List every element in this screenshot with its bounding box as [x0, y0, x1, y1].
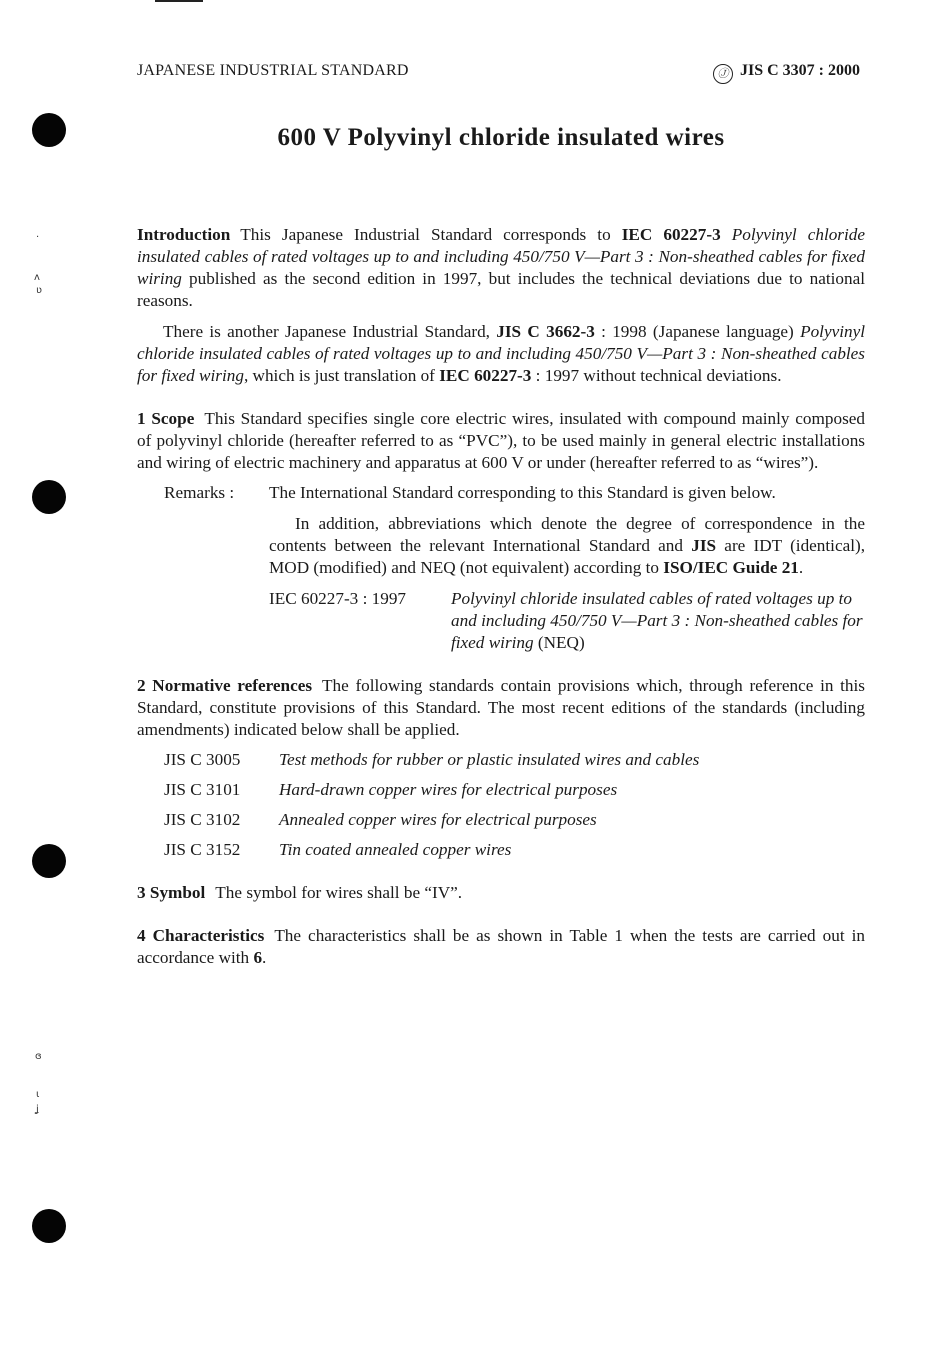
binder-hole	[32, 1209, 66, 1243]
list-item: JIS C 3152 Tin coated annealed copper wires	[164, 840, 512, 859]
normative-heading: 2 Normative references	[137, 676, 313, 695]
characteristics-heading: 4 Characteristics	[137, 926, 265, 945]
page-header	[137, 62, 860, 84]
symbol-section	[137, 882, 865, 904]
binder-hole	[32, 844, 66, 878]
normative-references-section	[137, 675, 865, 861]
standard-number: Ⓙ JIS C 3307 : 2000	[713, 62, 860, 84]
characteristics-paragraph: 4 Characteristics The characteristics shall be as shown in Table 1 when the tests are carried out in accordance with 6.	[137, 926, 865, 967]
introduction-paragraph-2: There is another Japanese Industrial Standard, JIS C 3662-3 : 1998 (Japanese language) Polyvinyl chloride insulated cables of rated voltages up to and including 450/750 V—Part 3 : Non-sheathed cables for fixed wiring, which is just translation of IEC 60227-3 : 1997 without technical deviations.	[137, 322, 865, 385]
remarks-label: Remarks :	[164, 483, 235, 502]
introduction-paragraph: Introduction This Japanese Industrial Standard corresponds to IEC 60227-3 Polyvinyl chloride insulated cables of rated voltages up to and including 450/750 V—Part 3 : Non-sheathed cables for fixed wiring published as the second edition in 1997, but includes the technical deviations due to national reasons.	[137, 225, 865, 310]
list-item: JIS C 3101 Hard-drawn copper wires for electrical purposes	[164, 780, 618, 799]
scan-speck: ʋ	[36, 285, 42, 296]
symbol-paragraph: 3 Symbol The symbol for wires shall be “IV”.	[137, 883, 463, 902]
scope-heading: 1 Scope	[137, 409, 195, 428]
page-title: 600 V Polyvinyl chloride insulated wires	[277, 124, 725, 151]
characteristics-section	[137, 925, 865, 969]
remarks-paragraph: The International Standard corresponding to this Standard is given below.	[269, 483, 776, 502]
remarks-block	[137, 482, 865, 654]
binder-hole	[32, 480, 66, 514]
remarks-body	[269, 482, 865, 654]
binder-hole	[32, 113, 66, 147]
ref-code: IEC 60227-3 : 1997	[269, 589, 407, 608]
scan-speck: ɩ	[36, 1089, 40, 1100]
ref-title: Polyvinyl chloride insulated cables of rated voltages up to and including 450/750 V—Part 3 : Non-sheathed cables for fixed wiring (NEQ)	[451, 589, 863, 652]
list-item: JIS C 3005 Test methods for rubber or plastic insulated wires and cables	[164, 750, 700, 769]
list-item: JIS C 3102 Annealed copper wires for electrical purposes	[164, 810, 597, 829]
scan-speck: ·	[36, 232, 40, 243]
scope-section	[137, 408, 865, 654]
scan-speck: ɞ	[35, 1051, 42, 1062]
normative-paragraph: 2 Normative references The following standards contain provisions which, through reference in this Standard, constitute provisions of this Standard. The most recent editions of the standards (including amendments) indicated below shall be applied.	[137, 676, 865, 739]
introduction-heading: Introduction	[137, 225, 231, 244]
international-standard-ref	[269, 588, 865, 654]
remarks-paragraph: In addition, abbreviations which denote the degree of correspondence in the contents between the relevant International Standard and JIS are IDT (identical), MOD (modified) and NEQ (not equivalent) according to ISO/IEC Guide 21.	[269, 514, 865, 577]
top-rule	[155, 0, 203, 2]
symbol-heading: 3 Symbol	[137, 883, 206, 902]
scope-paragraph: 1 Scope This Standard specifies single core electric wires, insulated with compound mainly composed of polyvinyl chloride (hereafter referred to as “PVC”), to be used mainly in general electric installations and wiring of electric machinery and apparatus at 600 V or under (hereafter referred to as “wires”).	[137, 409, 865, 472]
document-body	[137, 224, 865, 969]
standard-org-label: JAPANESE INDUSTRIAL STANDARD	[137, 62, 409, 79]
jis-mark-icon: Ⓙ	[713, 64, 733, 84]
standards-list	[137, 749, 865, 861]
scan-speck: ʝ	[36, 1104, 39, 1115]
scan-speck: ʌ	[34, 272, 40, 283]
